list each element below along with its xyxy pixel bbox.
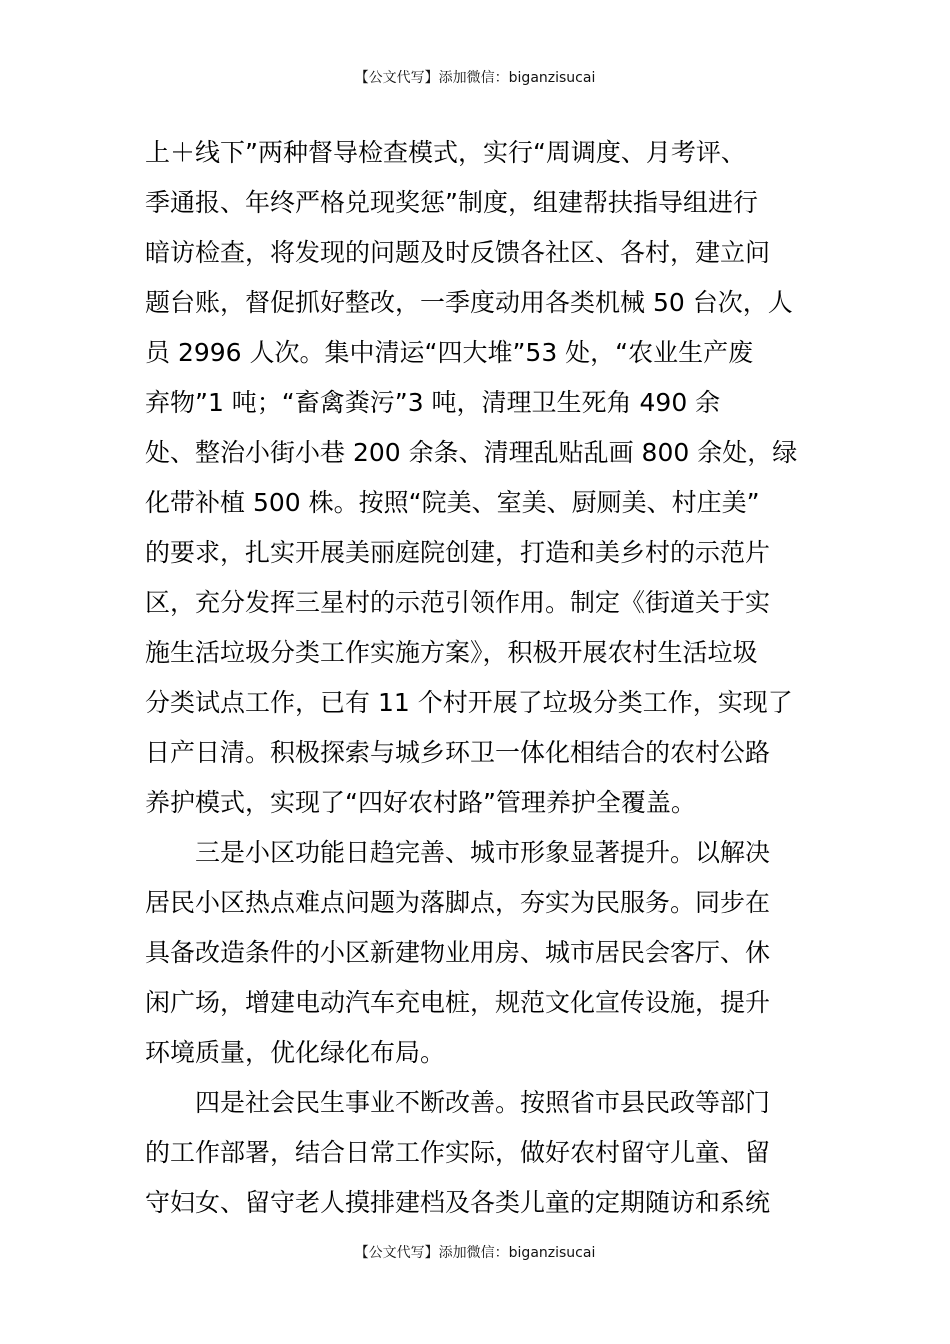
text-line: 区，充分发挥三星村的示范引领作用。制定《街道关于实	[145, 588, 771, 617]
text-line: 上＋线下”两种督导检查模式，实行“周调度、月考评、	[145, 138, 746, 167]
text-line: 分类试点工作，已有 11 个村开展了垃圾分类工作，实现了	[145, 688, 793, 717]
text-line: 养护模式，实现了“四好农村路”管理养护全覆盖。	[145, 788, 696, 817]
text-line: 施生活垃圾分类工作实施方案》，积极开展农村生活垃圾	[145, 638, 758, 667]
text-line: 守妇女、留守老人摸排建档及各类儿童的定期随访和系统	[145, 1188, 771, 1217]
text-line: 居民小区热点难点问题为落脚点，夯实为民服务。同步在	[145, 888, 771, 917]
text-line: 弃物”1 吨；“畜禽粪污”3 吨，清理卫生死角 490 余	[145, 388, 721, 417]
text-line: 闲广场，增建电动汽车充电桩，规范文化宣传设施，提升	[145, 988, 771, 1017]
paragraph-start-line: 四是社会民生事业不断改善。按照省市县民政等部门	[195, 1088, 771, 1117]
text-line: 日产日清。积极探索与城乡环卫一体化相结合的农村公路	[145, 738, 771, 767]
text-line: 具备改造条件的小区新建物业用房、城市居民会客厅、休	[145, 938, 771, 967]
text-line: 季通报、年终严格兑现奖惩”制度，组建帮扶指导组进行	[145, 188, 758, 217]
text-line: 的要求，扎实开展美丽庭院创建，打造和美乡村的示范片	[145, 538, 771, 567]
text-line: 的工作部署，结合日常工作实际，做好农村留守儿童、留	[145, 1138, 771, 1167]
page-footer: 【公文代写】添加微信：biganzisucai	[354, 1245, 596, 1261]
page-header: 【公文代写】添加微信：biganzisucai	[354, 70, 596, 86]
text-line: 处、整治小街小巷 200 余条、清理乱贴乱画 800 余处，绿	[145, 438, 798, 467]
paragraph-start-line: 三是小区功能日趋完善、城市形象显著提升。以解决	[195, 838, 771, 867]
text-line: 环境质量，优化绿化布局。	[145, 1038, 446, 1067]
text-line: 暗访检查，将发现的问题及时反馈各社区、各村，建立问	[145, 238, 771, 267]
text-line: 题台账，督促抓好整改，一季度动用各类机械 50 台次，人	[145, 288, 793, 317]
text-line: 员 2996 人次。集中清运“四大堆”53 处，“农业生产废	[145, 338, 754, 367]
document-body	[145, 128, 810, 1228]
text-line: 化带补植 500 株。按照“院美、室美、厨厕美、村庄美”	[145, 488, 760, 517]
